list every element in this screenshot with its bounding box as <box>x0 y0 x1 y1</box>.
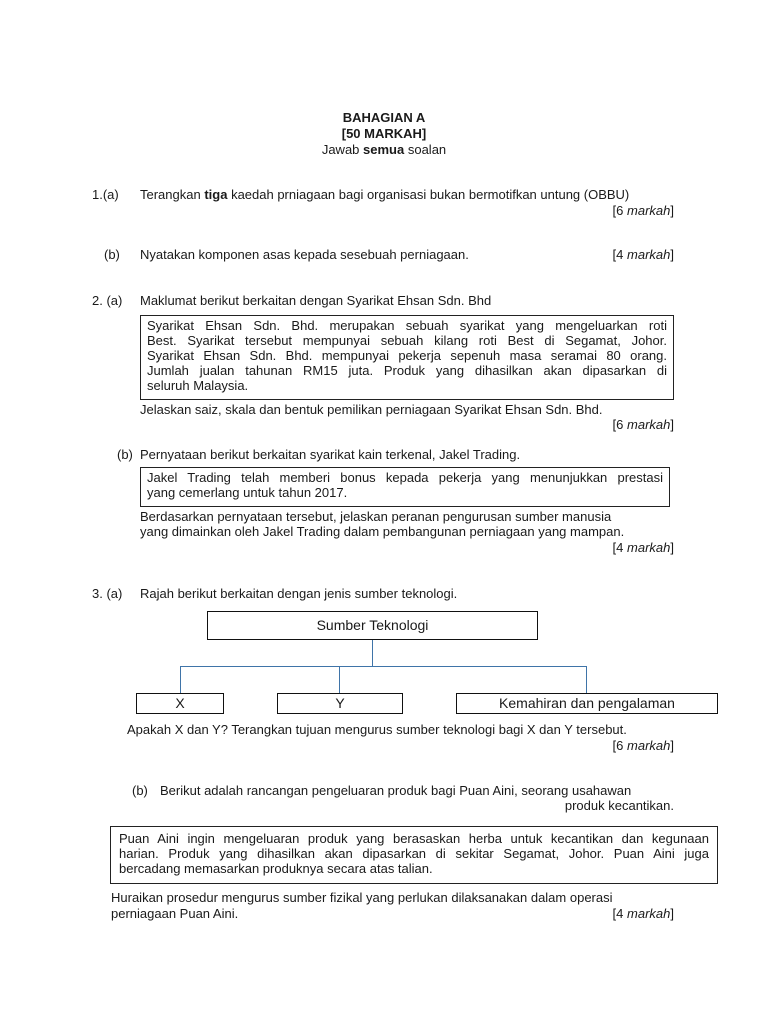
diagram-connector <box>180 666 587 667</box>
q2b-number: (b) <box>117 447 133 462</box>
q1b-text: Nyatakan komponen asas kepada sesebuah perniagaan. <box>140 247 469 262</box>
q2b-marks: [4 markah] <box>612 540 674 555</box>
q2a-box-line: Jumlah jualan tahunan RM15 juta. Produk yang dihasilkan akan dipasarkan di <box>147 363 667 378</box>
q2b-box-line: yang cemerlang untuk tahun 2017. <box>147 485 348 500</box>
q3b-text-line: produk kecantikan. <box>564 798 674 813</box>
q2b-box-line: Jakel Trading telah memberi bonus kepada pekerja yang menunjukkan prestasi <box>147 470 663 485</box>
q2a-info-box <box>140 315 674 400</box>
q2b-text: Pernyataan berikut berkaitan syarikat kain terkenal, Jakel Trading. <box>140 447 521 462</box>
q3a-question: Apakah X dan Y? Terangkan tujuan mengurus sumber teknologi bagi X dan Y tersebut. <box>127 722 627 737</box>
diagram-child-box-kemahiran: Kemahiran dan pengalaman <box>456 693 718 714</box>
q2b-info-box <box>140 467 670 507</box>
q3b-info-box <box>110 826 718 884</box>
q2a-box-line: seluruh Malaysia. <box>147 378 249 393</box>
diagram-connector <box>372 640 373 666</box>
section-title: BAHAGIAN A <box>342 110 426 125</box>
q3b-box-line: Puan Aini ingin mengeluaran produk yang berasaskan herba untuk kecantikan dan kegunaan <box>119 831 709 846</box>
section-instruction: Jawab semua soalan <box>321 142 447 157</box>
diagram-connector <box>180 666 181 693</box>
q3b-question-line: Huraikan prosedur mengurus sumber fizikal yang perlukan dilaksanakan dalam operasi <box>111 890 613 905</box>
q3a-marks: [6 markah] <box>612 738 674 753</box>
q1a-number: 1.(a) <box>92 187 119 202</box>
q3b-box-line: bercadang memasarkan produknya secara atas talian. <box>119 861 433 876</box>
q3b-box-line: harian. Produk yang dihasilkan akan dipasarkan di sekitar Segamat, Johor. Puan Aini juga <box>119 846 709 861</box>
section-marks: [50 MARKAH] <box>341 126 427 141</box>
q3b-text-line: Berikut adalah rancangan pengeluaran produk bagi Puan Aini, seorang usahawan <box>160 783 632 798</box>
q2a-text: Maklumat berikut berkaitan dengan Syarikat Ehsan Sdn. Bhd <box>140 293 492 308</box>
q1a-marks: [6 markah] <box>612 203 674 218</box>
q2b-question-line: Berdasarkan pernyataan tersebut, jelaskan peranan pengurusan sumber manusia <box>140 509 612 524</box>
q3b-question-line: perniagaan Puan Aini. <box>111 906 239 921</box>
q3a-text: Rajah berikut berkaitan dengan jenis sumber teknologi. <box>140 586 458 601</box>
q3b-number: (b) <box>132 783 148 798</box>
q2a-box-line: Best. Syarikat tersebut mempunyai sebuah kilang roti Best di Segamat, Johor. <box>147 333 667 348</box>
q2a-question: Jelaskan saiz, skala dan bentuk pemilikan perniagaan Syarikat Ehsan Sdn. Bhd. <box>140 402 603 417</box>
diagram-connector <box>339 666 340 693</box>
diagram-connector <box>586 666 587 693</box>
diagram-root-box: Sumber Teknologi <box>207 611 538 640</box>
q2a-box-line: Syarikat Ehsan Sdn. Bhd. merupakan sebuah syarikat yang mengeluarkan roti <box>147 318 667 333</box>
q1a-text: Terangkan tiga kaedah prniagaan bagi organisasi bukan bermotifkan untung (OBBU) <box>140 187 630 202</box>
q2a-marks: [6 markah] <box>612 417 674 432</box>
q2a-box-line: Syarikat Ehsan Sdn. Bhd. mempunyai pekerja sepenuh masa seramai 80 orang. <box>147 348 667 363</box>
q1b-marks: [4 markah] <box>612 247 674 262</box>
q1b-number: (b) <box>104 247 120 262</box>
q3a-number: 3. (a) <box>92 586 123 601</box>
q2a-number: 2. (a) <box>92 293 123 308</box>
q2b-question-line: yang dimainkan oleh Jakel Trading dalam pembangunan perniagaan yang mampan. <box>140 524 625 539</box>
diagram-child-box-y: Y <box>277 693 403 714</box>
q3b-marks: [4 markah] <box>612 906 674 921</box>
diagram-child-box-x: X <box>136 693 224 714</box>
